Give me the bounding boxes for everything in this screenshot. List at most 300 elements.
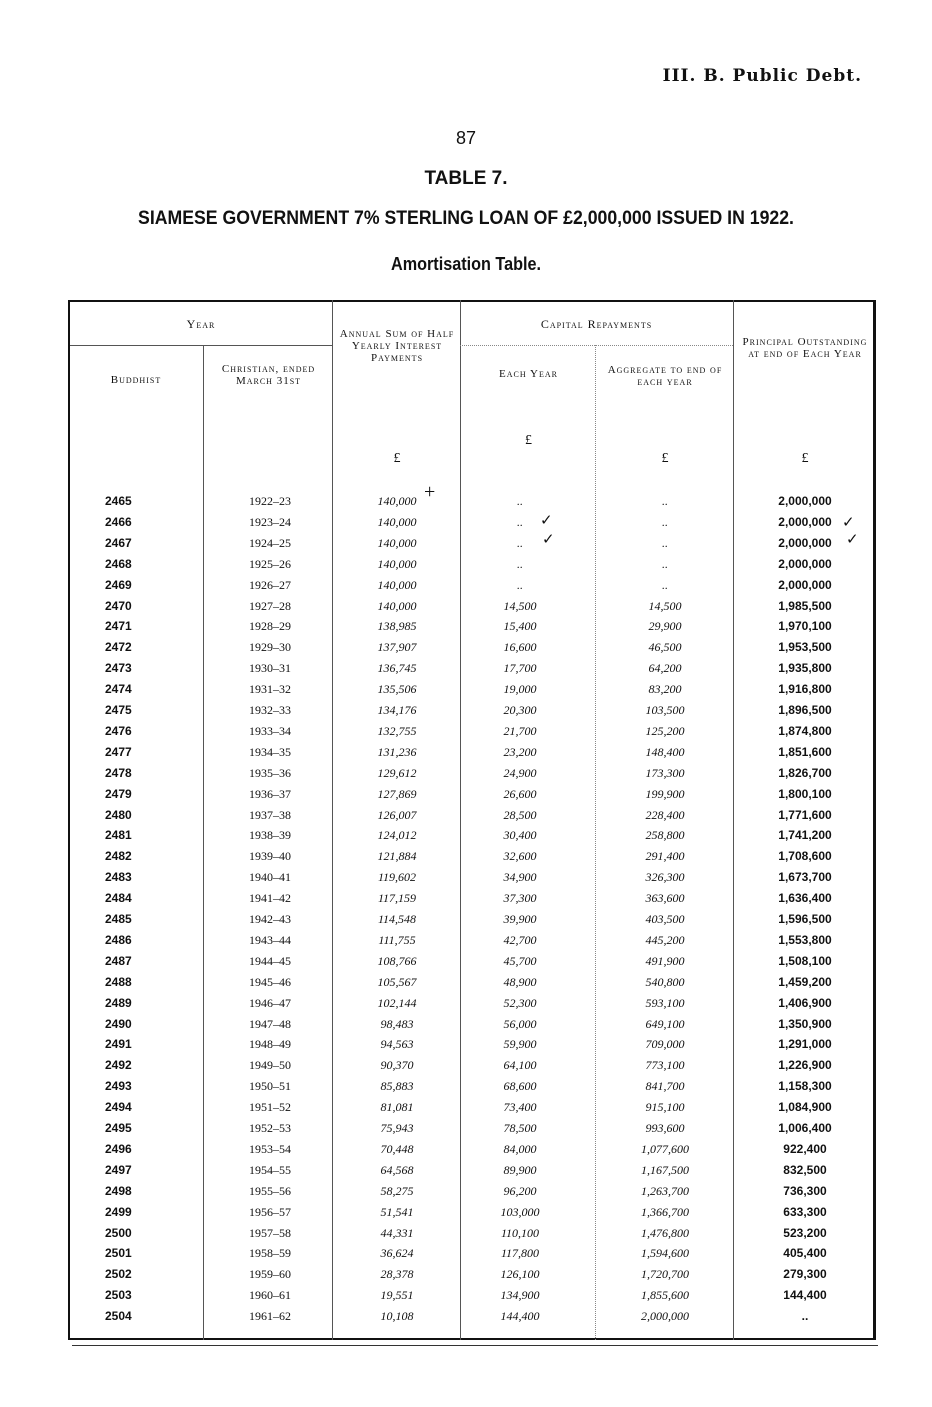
capital-aggregate-cell: 228,400: [645, 807, 685, 822]
buddhist-year-cell: 2500: [105, 1225, 132, 1240]
buddhist-year-cell: 2491: [105, 1037, 132, 1052]
christian-year-cell: 1953–54: [249, 1141, 291, 1156]
christian-year-cell: 1927–28: [249, 598, 291, 613]
table-row: [70, 849, 874, 870]
table-row: [70, 494, 874, 515]
capital-aggregate-cell: 258,800: [645, 828, 685, 843]
table-row: [70, 808, 874, 829]
buddhist-year-cell: 2486: [105, 932, 132, 947]
christian-year-cell: 1952–53: [249, 1121, 291, 1135]
table-row: [70, 1205, 874, 1226]
capital-each-year-cell: 20,300: [503, 703, 537, 717]
interest-payment-cell: 140,000: [377, 577, 417, 592]
christian-year-cell: 1949–50: [249, 1058, 291, 1073]
interest-payment-cell: 132,755: [377, 723, 417, 738]
capital-aggregate-cell: 709,000: [645, 1037, 685, 1052]
page-number: 87: [455, 128, 477, 148]
buddhist-year-cell: 2482: [105, 849, 132, 864]
interest-payment-cell: 127,869: [377, 786, 417, 801]
buddhist-year-cell: 2473: [105, 661, 132, 676]
capital-aggregate-cell: 148,400: [645, 744, 685, 759]
interest-payment-cell: 102,144: [377, 995, 417, 1010]
interest-payment-cell: 19,551: [380, 1288, 414, 1303]
table-row: [70, 703, 874, 724]
capital-each-year-cell: 48,900: [503, 974, 537, 989]
table-row: [70, 1017, 874, 1038]
christian-year-cell: 1954–55: [249, 1162, 291, 1177]
principal-outstanding-cell: 1,636,400: [778, 891, 832, 906]
capital-aggregate-cell: 1,167,500: [641, 1162, 689, 1177]
capital-each-year-cell: 59,900: [503, 1037, 537, 1052]
buddhist-year-cell: 2481: [105, 828, 132, 843]
table-row: [70, 557, 874, 578]
christian-year-cell: 1940–41: [249, 870, 291, 885]
buddhist-year-cell: 2487: [105, 953, 132, 968]
table-row: [70, 724, 874, 745]
buddhist-year-cell: 2503: [105, 1288, 132, 1303]
interest-payment-cell: 81,081: [380, 1100, 414, 1115]
principal-outstanding-cell: 2,000,000: [778, 556, 832, 571]
table-row: [70, 1184, 874, 1205]
buddhist-year-cell: 2489: [105, 995, 132, 1010]
christian-year-cell: 1935–36: [249, 765, 291, 780]
buddhist-year-cell: 2493: [105, 1079, 132, 1094]
interest-payment-cell: 136,745: [377, 661, 417, 676]
handwritten-check-mark: ✓: [542, 532, 555, 548]
interest-payment-cell: 140,000: [377, 556, 417, 571]
buddhist-year-cell: 2474: [105, 682, 132, 697]
capital-aggregate-cell: 173,300: [645, 765, 685, 780]
handwritten-check-mark: ✓: [846, 532, 859, 548]
capital-aggregate-cell: 993,600: [645, 1121, 685, 1135]
interest-payment-cell: 58,275: [380, 1183, 414, 1198]
capital-each-year-cell: 56,000: [503, 1016, 537, 1031]
christian-year-cell: 1944–45: [249, 953, 291, 968]
buddhist-year-cell: 2490: [105, 1016, 132, 1031]
principal-outstanding-cell: 1,826,700: [778, 765, 832, 780]
christian-year-cell: 1923–24: [249, 514, 291, 529]
table-row: [70, 1142, 874, 1163]
table-row: [70, 1037, 874, 1058]
capital-aggregate-cell: ..: [662, 535, 668, 550]
capital-aggregate-cell: 1,594,600: [641, 1246, 689, 1261]
interest-payment-cell: 140,000: [377, 598, 417, 613]
buddhist-year-cell: 2468: [105, 556, 132, 571]
capital-aggregate-cell: 593,100: [645, 995, 685, 1010]
buddhist-year-cell: 2471: [105, 619, 132, 634]
christian-year-cell: 1925–26: [249, 556, 291, 571]
table-row: [70, 578, 874, 599]
table-row: [70, 1226, 874, 1247]
table-row: [70, 661, 874, 682]
christian-year-cell: 1955–56: [249, 1183, 291, 1198]
table-row: [70, 599, 874, 620]
interest-payment-cell: 126,007: [377, 807, 417, 822]
buddhist-year-cell: 2497: [105, 1162, 132, 1177]
christian-year-cell: 1958–59: [249, 1246, 291, 1261]
principal-outstanding-cell: ..: [801, 1309, 809, 1324]
interest-payment-cell: 117,159: [377, 891, 417, 906]
principal-outstanding-cell: 1,596,500: [778, 912, 832, 926]
capital-aggregate-cell: 445,200: [645, 932, 685, 947]
capital-aggregate-cell: 1,855,600: [641, 1288, 689, 1303]
table-row: [70, 1100, 874, 1121]
header-christian: Christian, ended March 31st: [221, 363, 316, 387]
header-aggregate: Aggregate to end of each year: [607, 364, 723, 388]
capital-each-year-cell: 73,400: [503, 1100, 537, 1115]
section-header: III. B. Public Debt.: [662, 66, 862, 86]
capital-each-year-cell: ..: [517, 514, 523, 529]
buddhist-year-cell: 2496: [105, 1141, 132, 1156]
capital-aggregate-cell: 199,900: [645, 786, 685, 801]
capital-aggregate-cell: 363,600: [645, 891, 685, 906]
capital-each-year-cell: 15,400: [503, 619, 537, 634]
buddhist-year-cell: 2501: [105, 1246, 132, 1261]
principal-outstanding-cell: 1,851,600: [778, 744, 832, 759]
principal-outstanding-cell: 1,874,800: [778, 723, 832, 738]
buddhist-year-cell: 2467: [105, 535, 132, 550]
handwritten-check-mark: ✓: [842, 515, 855, 531]
capital-aggregate-cell: 29,900: [648, 619, 682, 634]
table-row: [70, 912, 874, 933]
buddhist-year-cell: 2494: [105, 1100, 132, 1115]
interest-payment-cell: 44,331: [380, 1225, 414, 1240]
principal-outstanding-cell: 832,500: [783, 1162, 827, 1177]
capital-aggregate-cell: 326,300: [645, 870, 685, 885]
table-row: [70, 766, 874, 787]
principal-outstanding-cell: 1,006,400: [778, 1121, 832, 1135]
interest-payment-cell: 111,755: [378, 932, 416, 947]
table-row: [70, 1288, 874, 1309]
capital-aggregate-cell: 46,500: [648, 640, 682, 655]
capital-each-year-cell: 26,600: [503, 786, 537, 801]
interest-payment-cell: 124,012: [377, 828, 417, 843]
currency-annual: £: [393, 451, 401, 466]
principal-outstanding-cell: 1,985,500: [778, 598, 832, 613]
interest-payment-cell: 105,567: [377, 974, 417, 989]
header-capital-repayments: Capital Repayments: [540, 317, 653, 331]
capital-aggregate-cell: 83,200: [648, 682, 682, 697]
table-row: [70, 515, 874, 536]
principal-outstanding-cell: 1,708,600: [778, 849, 832, 864]
interest-payment-cell: 36,624: [380, 1246, 414, 1261]
principal-outstanding-cell: 279,300: [783, 1267, 827, 1282]
principal-outstanding-cell: 1,800,100: [778, 786, 832, 801]
capital-aggregate-cell: 1,366,700: [641, 1204, 689, 1219]
capital-each-year-cell: 24,900: [503, 765, 537, 780]
header-each-year: Each Year: [499, 368, 558, 380]
capital-aggregate-cell: 1,476,800: [641, 1225, 689, 1240]
christian-year-cell: 1922–23: [249, 494, 291, 508]
interest-payment-cell: 140,000: [377, 514, 417, 529]
capital-aggregate-cell: 291,400: [645, 849, 685, 864]
christian-year-cell: 1930–31: [249, 661, 291, 676]
currency-principal: £: [801, 451, 809, 466]
capital-each-year-cell: 32,600: [503, 849, 537, 864]
capital-each-year-cell: 45,700: [503, 953, 537, 968]
principal-outstanding-cell: 1,935,800: [778, 661, 832, 676]
capital-each-year-cell: ..: [517, 556, 523, 571]
principal-outstanding-cell: 1,350,900: [778, 1016, 832, 1031]
christian-year-cell: 1924–25: [249, 535, 291, 550]
principal-outstanding-cell: 1,673,700: [778, 870, 832, 885]
christian-year-cell: 1960–61: [249, 1288, 291, 1303]
principal-outstanding-cell: 922,400: [783, 1141, 827, 1156]
interest-payment-cell: 140,000: [377, 494, 417, 508]
currency-each-year: £: [525, 433, 532, 448]
interest-payment-cell: 138,985: [377, 619, 417, 634]
capital-each-year-cell: 89,900: [503, 1162, 537, 1177]
buddhist-year-cell: 2492: [105, 1058, 132, 1073]
table-row: [70, 640, 874, 661]
capital-each-year-cell: 17,700: [503, 661, 537, 676]
table-number: TABLE 7.: [424, 168, 508, 189]
capital-aggregate-cell: 1,263,700: [641, 1183, 689, 1198]
principal-outstanding-cell: 633,300: [783, 1204, 827, 1219]
buddhist-year-cell: 2478: [105, 765, 132, 780]
capital-each-year-cell: 39,900: [503, 912, 537, 926]
capital-each-year-cell: 78,500: [503, 1121, 537, 1135]
table-row: [70, 536, 874, 557]
capital-each-year-cell: 126,100: [500, 1267, 540, 1282]
principal-outstanding-cell: 1,970,100: [778, 619, 832, 634]
buddhist-year-cell: 2480: [105, 807, 132, 822]
buddhist-year-cell: 2485: [105, 912, 132, 926]
interest-payment-cell: 64,568: [380, 1162, 414, 1177]
christian-year-cell: 1939–40: [249, 849, 291, 864]
christian-year-cell: 1931–32: [249, 682, 291, 697]
principal-outstanding-cell: 1,508,100: [778, 953, 832, 968]
buddhist-year-cell: 2488: [105, 974, 132, 989]
capital-aggregate-cell: 491,900: [645, 953, 685, 968]
principal-outstanding-cell: 2,000,000: [778, 535, 832, 550]
interest-payment-cell: 121,884: [377, 849, 417, 864]
table-row: [70, 619, 874, 640]
christian-year-cell: 1934–35: [249, 744, 291, 759]
christian-year-cell: 1941–42: [249, 891, 291, 906]
principal-outstanding-cell: 1,158,300: [778, 1079, 832, 1094]
capital-each-year-cell: 34,900: [503, 870, 537, 885]
capital-aggregate-cell: 1,720,700: [641, 1267, 689, 1282]
capital-aggregate-cell: ..: [662, 577, 668, 592]
interest-payment-cell: 94,563: [380, 1037, 414, 1052]
buddhist-year-cell: 2477: [105, 744, 132, 759]
capital-aggregate-cell: 540,800: [645, 974, 685, 989]
interest-payment-cell: 137,907: [377, 640, 417, 655]
capital-each-year-cell: 37,300: [503, 891, 537, 906]
principal-outstanding-cell: 2,000,000: [778, 494, 832, 508]
table-row: [70, 1309, 874, 1330]
capital-each-year-cell: 23,200: [503, 744, 537, 759]
buddhist-year-cell: 2498: [105, 1183, 132, 1198]
table-row: [70, 1121, 874, 1142]
capital-aggregate-cell: ..: [662, 494, 668, 508]
capital-aggregate-cell: 403,500: [645, 912, 685, 926]
christian-year-cell: 1928–29: [249, 619, 291, 634]
capital-each-year-cell: 16,600: [503, 640, 537, 655]
christian-year-cell: 1946–47: [249, 995, 291, 1010]
christian-year-cell: 1956–57: [249, 1204, 291, 1219]
capital-each-year-cell: 84,000: [503, 1141, 537, 1156]
table-row: [70, 954, 874, 975]
capital-each-year-cell: ..: [517, 494, 523, 508]
buddhist-year-cell: 2504: [105, 1309, 132, 1324]
interest-payment-cell: 90,370: [380, 1058, 414, 1073]
capital-each-year-cell: 64,100: [503, 1058, 537, 1073]
christian-year-cell: 1945–46: [249, 974, 291, 989]
interest-payment-cell: 114,548: [377, 912, 417, 926]
header-principal: Principal Outstanding at end of Each Year: [742, 336, 868, 360]
table-row: [70, 975, 874, 996]
buddhist-year-cell: 2484: [105, 891, 132, 906]
interest-payment-cell: 134,176: [377, 703, 417, 717]
capital-aggregate-cell: ..: [662, 556, 668, 571]
table-bottom-rule: [72, 1345, 878, 1346]
christian-year-cell: 1948–49: [249, 1037, 291, 1052]
capital-aggregate-cell: 125,200: [645, 723, 685, 738]
christian-year-cell: 1929–30: [249, 640, 291, 655]
capital-aggregate-cell: 915,100: [645, 1100, 685, 1115]
principal-outstanding-cell: 523,200: [783, 1225, 827, 1240]
interest-payment-cell: 51,541: [380, 1204, 414, 1219]
table-row: [70, 1267, 874, 1288]
principal-outstanding-cell: 1,291,000: [778, 1037, 832, 1052]
table-row: [70, 1079, 874, 1100]
capital-aggregate-cell: 103,500: [645, 703, 685, 717]
interest-payment-cell: 140,000: [377, 535, 417, 550]
principal-outstanding-cell: 1,896,500: [778, 703, 832, 717]
christian-year-cell: 1937–38: [249, 807, 291, 822]
principal-outstanding-cell: 1,771,600: [778, 807, 832, 822]
capital-each-year-cell: 103,000: [500, 1204, 540, 1219]
interest-payment-cell: 135,506: [377, 682, 417, 697]
capital-aggregate-cell: ..: [662, 514, 668, 529]
capital-aggregate-cell: 1,077,600: [641, 1141, 689, 1156]
interest-payment-cell: 70,448: [380, 1141, 414, 1156]
principal-outstanding-cell: 1,459,200: [778, 974, 832, 989]
capital-each-year-cell: 19,000: [503, 682, 537, 697]
capital-aggregate-cell: 773,100: [645, 1058, 685, 1073]
table-row: [70, 828, 874, 849]
buddhist-year-cell: 2499: [105, 1204, 132, 1219]
currency-aggregate: £: [661, 451, 669, 466]
table-row: [70, 996, 874, 1017]
capital-each-year-cell: 14,500: [503, 598, 537, 613]
principal-outstanding-cell: 1,741,200: [778, 828, 832, 843]
interest-payment-cell: 131,236: [377, 744, 417, 759]
christian-year-cell: 1942–43: [249, 912, 291, 926]
buddhist-year-cell: 2502: [105, 1267, 132, 1282]
christian-year-cell: 1951–52: [249, 1100, 291, 1115]
principal-outstanding-cell: 1,084,900: [778, 1100, 832, 1115]
table-title: SIAMESE GOVERNMENT 7% STERLING LOAN OF £2,000,000 ISSUED IN 1922.: [138, 208, 794, 229]
buddhist-year-cell: 2476: [105, 723, 132, 738]
capital-each-year-cell: ..: [517, 577, 523, 592]
rule-year: [70, 345, 332, 346]
capital-each-year-cell: 42,700: [503, 932, 537, 947]
table-row: [70, 745, 874, 766]
table-row: [70, 933, 874, 954]
principal-outstanding-cell: 1,553,800: [778, 932, 832, 947]
interest-payment-cell: 129,612: [377, 765, 417, 780]
christian-year-cell: 1926–27: [249, 577, 291, 592]
buddhist-year-cell: 2470: [105, 598, 132, 613]
capital-each-year-cell: 110,100: [500, 1225, 540, 1240]
table-row: [70, 787, 874, 808]
principal-outstanding-cell: 1,226,900: [778, 1058, 832, 1073]
interest-payment-cell: 98,483: [380, 1016, 414, 1031]
header-annual-interest: Annual Sum of Half Yearly Interest Payments: [339, 328, 455, 364]
capital-each-year-cell: 68,600: [503, 1079, 537, 1094]
christian-year-cell: 1938–39: [249, 828, 291, 843]
interest-payment-cell: 28,378: [380, 1267, 414, 1282]
christian-year-cell: 1961–62: [249, 1309, 291, 1324]
header-year: Year: [186, 317, 216, 331]
capital-each-year-cell: 144,400: [500, 1309, 540, 1324]
table-subtitle: Amortisation Table.: [390, 254, 542, 274]
christian-year-cell: 1933–34: [249, 723, 291, 738]
buddhist-year-cell: 2466: [105, 514, 132, 529]
capital-each-year-cell: 21,700: [503, 723, 537, 738]
interest-payment-cell: 85,883: [380, 1079, 414, 1094]
capital-each-year-cell: 52,300: [503, 995, 537, 1010]
interest-payment-cell: 108,766: [377, 953, 417, 968]
table-row: [70, 1163, 874, 1184]
buddhist-year-cell: 2472: [105, 640, 132, 655]
capital-aggregate-cell: 14,500: [648, 598, 682, 613]
table-row: [70, 891, 874, 912]
christian-year-cell: 1950–51: [249, 1079, 291, 1094]
christian-year-cell: 1936–37: [249, 786, 291, 801]
interest-payment-cell: 119,602: [377, 870, 417, 885]
buddhist-year-cell: 2469: [105, 577, 132, 592]
christian-year-cell: 1932–33: [249, 703, 291, 717]
principal-outstanding-cell: 1,406,900: [778, 995, 832, 1010]
buddhist-year-cell: 2479: [105, 786, 132, 801]
principal-outstanding-cell: 2,000,000: [778, 577, 832, 592]
principal-outstanding-cell: 736,300: [783, 1183, 827, 1198]
buddhist-year-cell: 2483: [105, 870, 132, 885]
handwritten-plus-mark: +: [424, 481, 436, 503]
buddhist-year-cell: 2495: [105, 1121, 132, 1135]
christian-year-cell: 1947–48: [249, 1016, 291, 1031]
christian-year-cell: 1943–44: [249, 932, 291, 947]
capital-aggregate-cell: 64,200: [648, 661, 682, 676]
interest-payment-cell: 75,943: [380, 1121, 414, 1135]
principal-outstanding-cell: 1,953,500: [778, 640, 832, 655]
capital-aggregate-cell: 2,000,000: [641, 1309, 689, 1324]
buddhist-year-cell: 2465: [105, 494, 132, 508]
principal-outstanding-cell: 405,400: [783, 1246, 827, 1261]
capital-each-year-cell: ..: [517, 535, 523, 550]
capital-each-year-cell: 28,500: [503, 807, 537, 822]
table-row: [70, 682, 874, 703]
header-buddhist: Buddhist: [110, 374, 162, 386]
table-row: [70, 870, 874, 891]
interest-payment-cell: 10,108: [380, 1309, 414, 1324]
handwritten-check-mark: ✓: [540, 513, 553, 529]
capital-each-year-cell: 30,400: [503, 828, 537, 843]
capital-aggregate-cell: 649,100: [645, 1016, 685, 1031]
buddhist-year-cell: 2475: [105, 703, 132, 717]
table-row: [70, 1058, 874, 1079]
principal-outstanding-cell: 2,000,000: [778, 514, 832, 529]
capital-each-year-cell: 96,200: [503, 1183, 537, 1198]
christian-year-cell: 1957–58: [249, 1225, 291, 1240]
capital-each-year-cell: 134,900: [500, 1288, 540, 1303]
table-row: [70, 1246, 874, 1267]
christian-year-cell: 1959–60: [249, 1267, 291, 1282]
